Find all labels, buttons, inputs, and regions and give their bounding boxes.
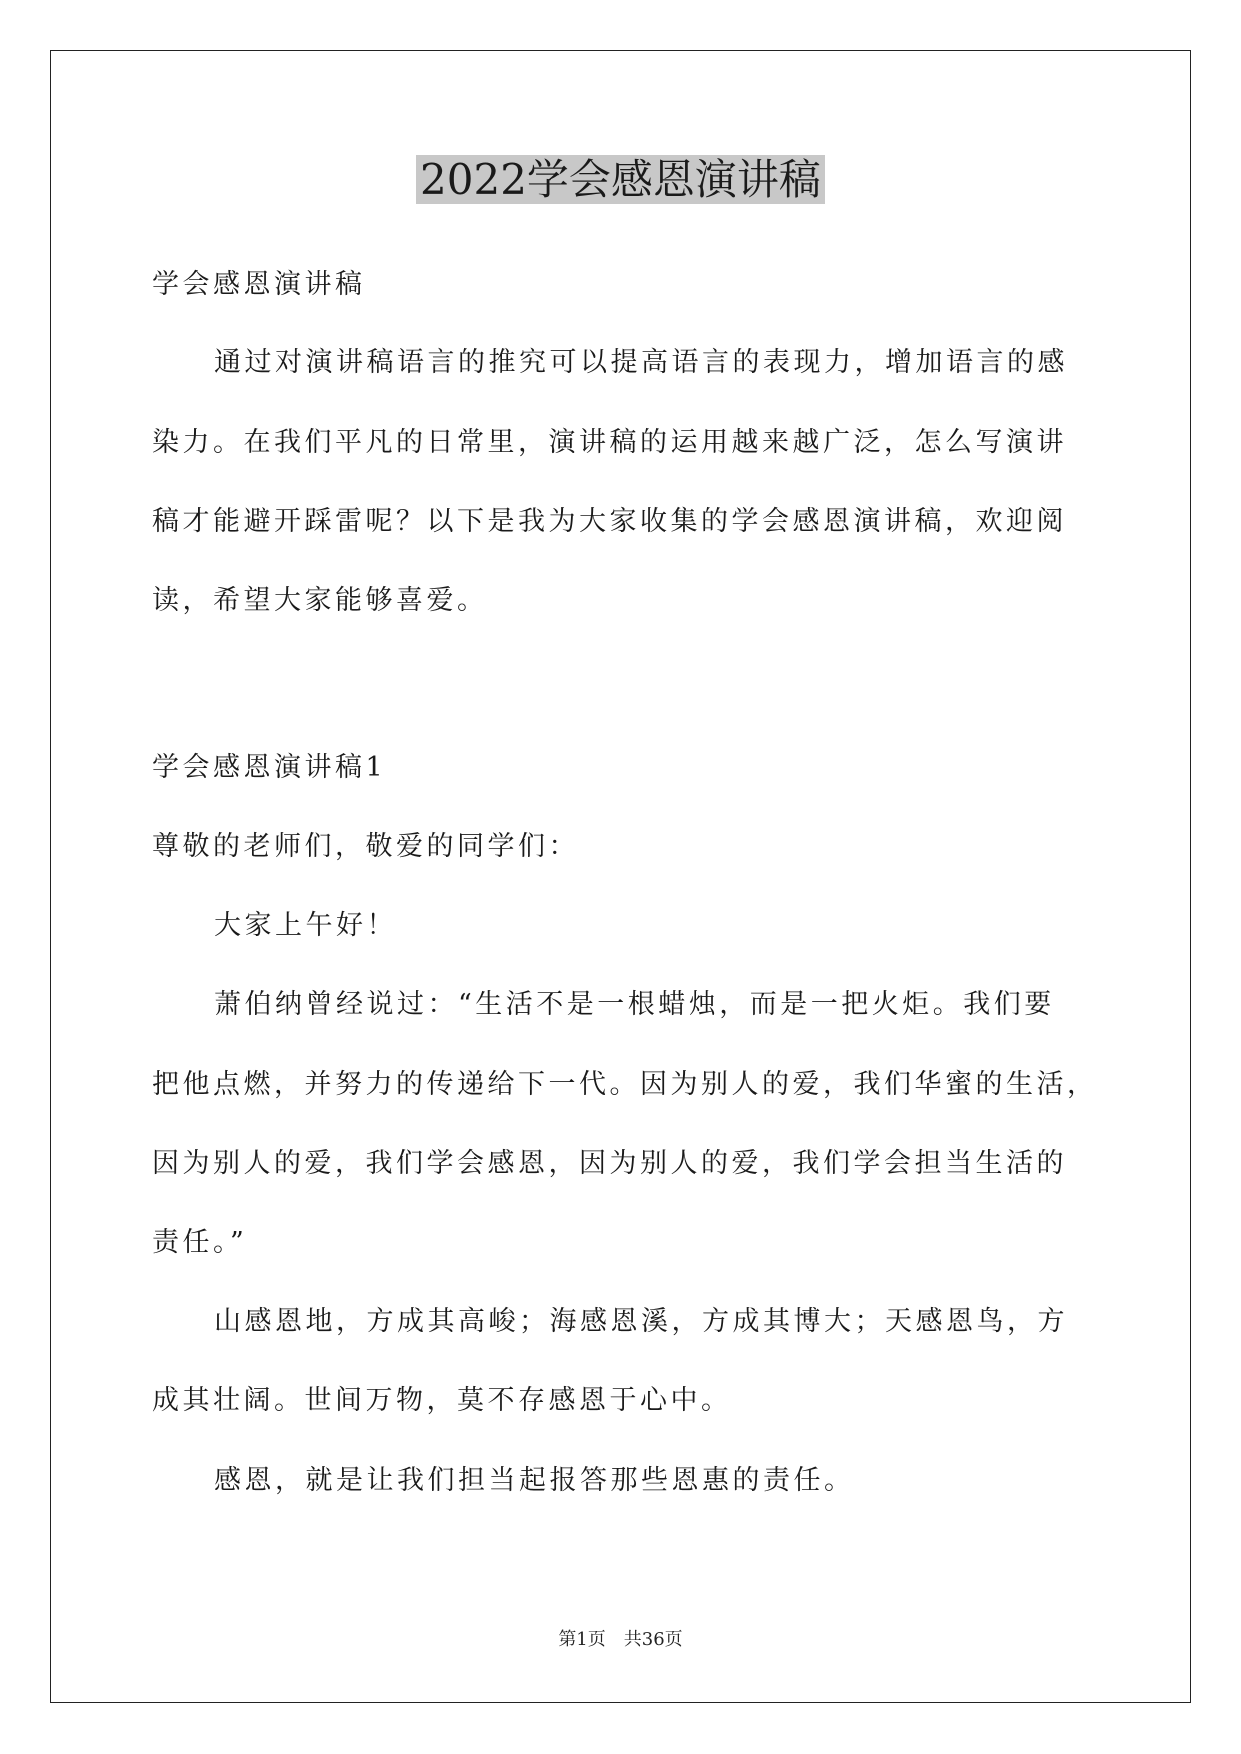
intro-line: 染力。在我们平凡的日常里，演讲稿的运用越来越广泛，怎么写演讲 [152,427,1067,458]
paragraph-line: 把他点燃，并努力的传递给下一代。因为别人的爱，我们华蜜的生活， [152,1069,1098,1100]
intro-line: 稿才能避开踩雷呢？以下是我为大家收集的学会感恩演讲稿，欢迎阅 [152,506,1067,537]
subtitle: 学会感恩演讲稿 [152,269,366,300]
paragraph-line: 感恩，就是让我们担当起报答那些恩惠的责任。 [214,1465,855,1496]
page-footer [0,1628,1241,1652]
paragraph-line: 责任。” [152,1227,248,1258]
paragraph-line: 成其壮阔。世间万物，莫不存感恩于心中。 [152,1385,732,1416]
paragraph-line: 山感恩地，方成其高峻；海感恩溪，方成其博大；天感恩鸟，方 [214,1306,1068,1337]
page-total: 共36页 [623,1629,683,1650]
intro-line: 通过对演讲稿语言的推究可以提高语言的表现力，增加语言的感 [214,347,1068,378]
paragraph-line: 萧伯纳曾经说过：“生活不是一根蜡烛，而是一把火炬。我们要 [214,989,1055,1020]
intro-line: 读，希望大家能够喜爱。 [152,585,488,616]
page-number: 第1页 [558,1629,606,1650]
document-title [0,152,1241,208]
section-heading: 学会感恩演讲稿1 [152,752,387,783]
greeting: 大家上午好！ [214,910,397,941]
title-text: 2022学会感恩演讲稿 [416,155,825,204]
paragraph-line: 因为别人的爱，我们学会感恩，因为别人的爱，我们学会担当生活的 [152,1148,1067,1179]
salutation: 尊敬的老师们，敬爱的同学们： [152,831,579,862]
